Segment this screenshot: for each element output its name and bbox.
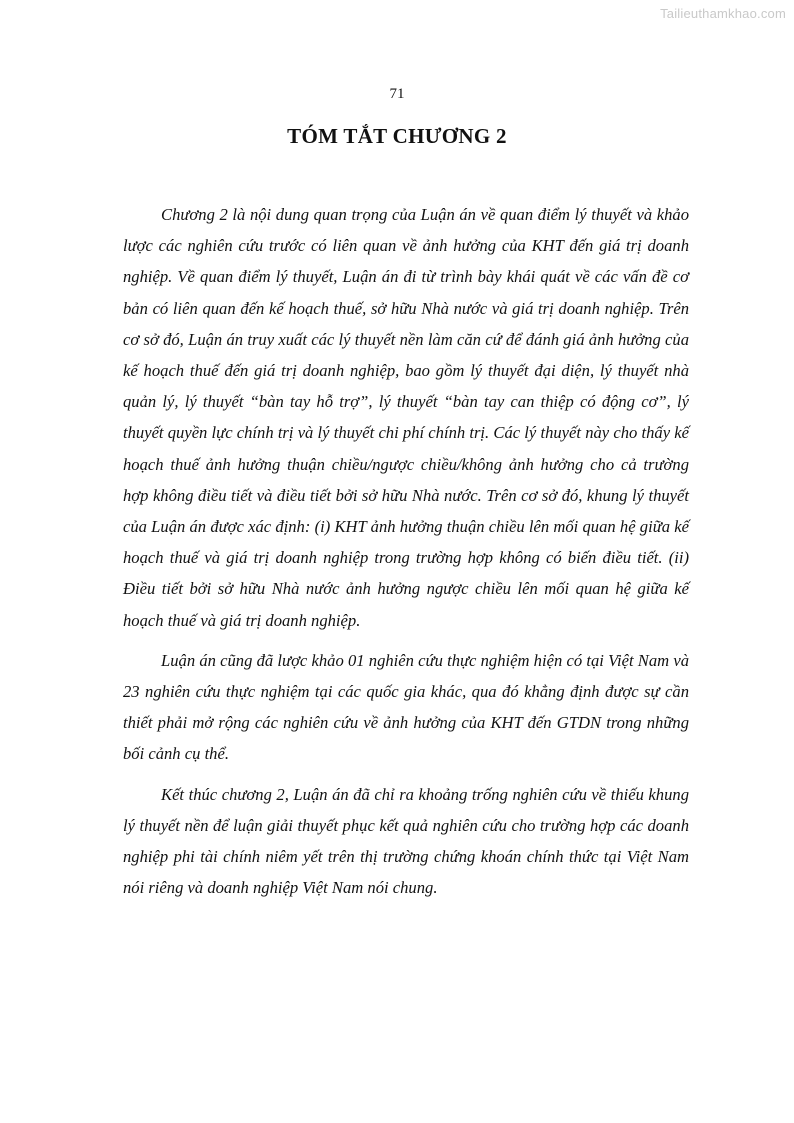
summary-paragraph-1: Chương 2 là nội dung quan trọng của Luận án về quan điểm lý thuyết và khảo lược các nghiên cứu trước có liên quan về ảnh hưởng của KHT đến giá trị doanh nghiệp. Về quan điểm lý thuyết, Luận án đi từ trình bày khái quát về các vấn đề cơ bản có liên quan đến kế hoạch thuế, sở hữu Nhà nước và giá trị doanh nghiệp. Trên cơ sở đó, Luận án truy xuất các lý thuyết nền làm căn cứ để đánh giá ảnh hưởng của kế hoạch thuế đến giá trị doanh nghiệp, bao gồm lý thuyết đại diện, lý thuyết nhà quản lý, lý thuyết “bàn tay hỗ trợ”, lý thuyết “bàn tay can thiệp có động cơ”, lý thuyết quyền lực chính trị và lý thuyết chi phí chính trị. Các lý thuyết này cho thấy kế hoạch thuế ảnh hưởng thuận chiều/ngược chiều/không ảnh hưởng cho cả trường hợp không điều tiết và điều tiết bởi sở hữu Nhà nước. Trên cơ sở đó, khung lý thuyết của Luận án được xác định: (i) KHT ảnh hưởng thuận chiều lên mối quan hệ giữa kế hoạch thuế và giá trị doanh nghiệp trong trường hợp không có biến điều tiết. (ii) Điều tiết bởi sở hữu Nhà nước ảnh hưởng ngược chiều lên mối quan hệ giữa kế hoạch thuế và giá trị doanh nghiệp. [123, 205, 689, 630]
page-number: 71 [389, 86, 405, 102]
chapter-summary-body [123, 199, 689, 912]
summary-paragraph-2: Luận án cũng đã lược khảo 01 nghiên cứu thực nghiệm hiện có tại Việt Nam và 23 nghiên cứu thực nghiệm tại các quốc gia khác, qua đó khẳng định được sự cần thiết phải mở rộng các nghiên cứu về ảnh hưởng của KHT đến GTDN trong những bối cảnh cụ thể. [123, 650, 689, 764]
summary-paragraph-3: Kết thúc chương 2, Luận án đã chỉ ra khoảng trống nghiên cứu về thiếu khung lý thuyết nền để luận giải thuyết phục kết quả nghiên cứu cho trường hợp các doanh nghiệp phi tài chính niêm yết trên thị trường chứng khoán chính thức tại Việt Nam nói riêng và doanh nghiệp Việt Nam nói chung. [123, 784, 689, 898]
watermark-text: Tailieuthamkhao.com [660, 6, 786, 21]
chapter-title: TÓM TẮT CHƯƠNG 2 [287, 124, 507, 148]
